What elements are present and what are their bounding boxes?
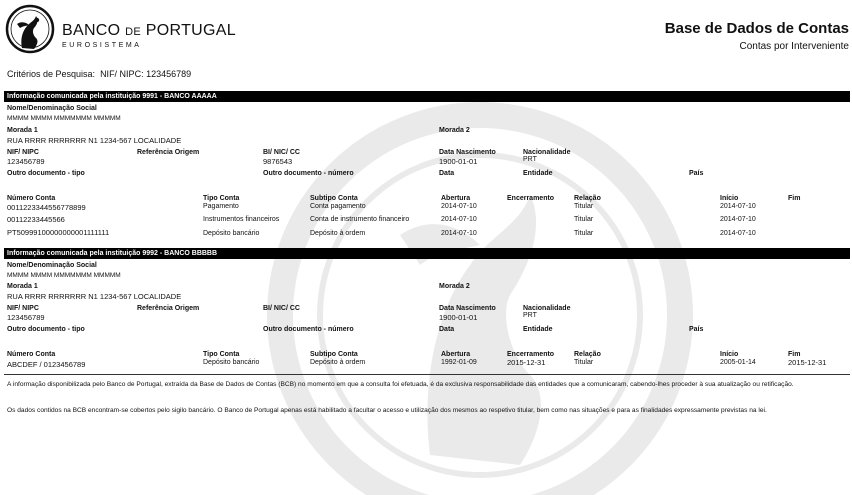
- table-row-fim: 2015-12-31: [788, 358, 827, 367]
- value-morada1: RUA RRRR RRRRRRR N1 1234-567 LOCALIDADE: [7, 136, 182, 145]
- table-row-tipo: Depósito bancário: [203, 359, 260, 366]
- value-nif: 123456789: [7, 313, 45, 322]
- col-inicio: Início: [720, 351, 739, 358]
- label-outro-num: Outro documento - número: [263, 170, 354, 177]
- col-encerramento: Encerramento: [507, 195, 555, 202]
- col-tipo-conta: Tipo Conta: [203, 351, 240, 358]
- table-row-relacao: Titular: [574, 230, 594, 237]
- table-row-abertura: 2014-07-10: [441, 216, 477, 223]
- search-criteria-value: NIF/ NIPC: 123456789: [100, 69, 192, 79]
- label-outro-tipo: Outro documento - tipo: [7, 326, 85, 333]
- value-morada1: RUA RRRR RRRRRRR N1 1234-567 LOCALIDADE: [7, 292, 182, 301]
- table-row-abertura: 2014-07-10: [441, 230, 477, 237]
- col-tipo-conta: Tipo Conta: [203, 195, 240, 202]
- col-abertura: Abertura: [441, 195, 471, 202]
- bank-logo-icon: [5, 4, 55, 54]
- value-data-nasc: 1900-01-01: [439, 313, 478, 322]
- col-inicio: Início: [720, 195, 739, 202]
- label-data: Data: [439, 326, 455, 333]
- footer-divider: [4, 374, 850, 375]
- table-row-subtipo: Conta de instrumento financeiro: [310, 216, 410, 223]
- label-ref-origem: Referência Origem: [137, 305, 200, 312]
- table-row-relacao: Titular: [574, 359, 594, 366]
- label-entidade: Entidade: [523, 170, 553, 177]
- table-row-abertura: 2014-07-10: [441, 203, 477, 210]
- label-morada2: Morada 2: [439, 127, 470, 134]
- table-row-numero: 0011223344556778899: [7, 203, 86, 212]
- value-nome: MMMM MMMM MMMMMMM MMMMM: [7, 272, 121, 279]
- col-numero-conta: Número Conta: [7, 351, 56, 358]
- label-pais: País: [689, 170, 704, 177]
- col-relacao: Relação: [574, 351, 601, 358]
- label-nacionalidade: Nacionalidade: [523, 305, 571, 312]
- value-bi: 9876543: [263, 157, 293, 166]
- table-row-abertura: 1992-01-09: [441, 359, 477, 366]
- col-abertura: Abertura: [441, 351, 471, 358]
- label-outro-tipo: Outro documento - tipo: [7, 170, 85, 177]
- table-row-inicio: 2005-01-14: [720, 359, 756, 366]
- table-row-tipo: Pagamento: [203, 203, 239, 210]
- search-criteria: [7, 69, 191, 79]
- table-row-subtipo: Depósito à ordem: [310, 230, 366, 237]
- col-subtipo-conta: Subtipo Conta: [310, 351, 358, 358]
- label-data-nasc: Data Nascimento: [439, 305, 496, 312]
- bank-name-de: DE: [125, 26, 142, 38]
- value-nif: 123456789: [7, 157, 45, 166]
- footer-note: Os dados contidos na BCB encontram-se cobertos pelo sigilo bancário. O Banco de Portugal apenas está habilitado a facultar o acesso e utilização dos mesmos ao respetivo titular, bem como nas situações e para as finalidades expressamente previstas na lei.: [7, 407, 767, 414]
- table-row-subtipo: Conta pagamento: [310, 203, 366, 210]
- label-nome: Nome/Denominação Social: [7, 262, 97, 269]
- value-data-nasc: 1900-01-01: [439, 157, 478, 166]
- search-criteria-label: Critérios de Pesquisa:: [7, 69, 96, 79]
- table-row-inicio: 2014-07-10: [720, 203, 756, 210]
- footer-note: A informação disponibilizada pelo Banco de Portugal, extraída da Base de Dados de Contas (BCB) no momento em que a consulta foi efetuada, é da exclusiva responsabilidade das entidades que a comunicaram, cabendo-lhes proceder à sua atualização ou retificação.: [7, 381, 794, 388]
- watermark-emblem: [200, 75, 760, 495]
- bank-name-part2: PORTUGAL: [141, 22, 236, 39]
- label-nif: NIF/ NIPC: [7, 305, 39, 312]
- label-pais: País: [689, 326, 704, 333]
- value-nome: MMMM MMMM MMMMMMM MMMMM: [7, 115, 121, 122]
- label-outro-num: Outro documento - número: [263, 326, 354, 333]
- label-bi: BI/ NIC/ CC: [263, 305, 300, 312]
- value-nacionalidade: PRT: [523, 312, 537, 319]
- label-ref-origem: Referência Origem: [137, 149, 200, 156]
- label-morada2: Morada 2: [439, 283, 470, 290]
- value-nacionalidade: PRT: [523, 156, 537, 163]
- label-bi: BI/ NIC/ CC: [263, 149, 300, 156]
- bank-name: [62, 22, 236, 40]
- bank-name-part1: BANCO: [62, 22, 126, 39]
- label-nacionalidade: Nacionalidade: [523, 149, 571, 156]
- col-subtipo-conta: Subtipo Conta: [310, 195, 358, 202]
- table-row-tipo: Depósito bancário: [203, 230, 260, 237]
- label-entidade: Entidade: [523, 326, 553, 333]
- label-nome: Nome/Denominação Social: [7, 105, 97, 112]
- table-row-encerramento: 2015-12-31: [507, 358, 546, 367]
- table-row-inicio: 2014-07-10: [720, 230, 756, 237]
- table-row-tipo: Instrumentos financeiros: [203, 216, 280, 223]
- col-fim: Fim: [788, 195, 801, 202]
- table-row-numero: 00112233445566: [7, 215, 65, 224]
- table-row-numero: ABCDEF / 0123456789: [7, 360, 86, 369]
- section-heading: Informação comunicada pela instituição 9992 - BANCO BBBBB: [4, 248, 850, 259]
- section-heading: Informação comunicada pela instituição 9991 - BANCO AAAAA: [4, 91, 850, 102]
- col-encerramento: Encerramento: [507, 351, 555, 358]
- label-morada1: Morada 1: [7, 127, 38, 134]
- col-numero-conta: Número Conta: [7, 195, 56, 202]
- table-row-relacao: Titular: [574, 216, 594, 223]
- table-row-inicio: 2014-07-10: [720, 216, 756, 223]
- page-title: Base de Dados de Contas: [664, 20, 849, 37]
- table-row-relacao: Titular: [574, 203, 594, 210]
- page-subtitle: Contas por Interveniente: [739, 41, 849, 52]
- label-data-nasc: Data Nascimento: [439, 149, 496, 156]
- label-nif: NIF/ NIPC: [7, 149, 39, 156]
- eurosistema-label: EUROSISTEMA: [62, 42, 142, 49]
- label-data: Data: [439, 170, 455, 177]
- col-relacao: Relação: [574, 195, 601, 202]
- table-row-subtipo: Depósito à ordem: [310, 359, 366, 366]
- col-fim: Fim: [788, 351, 801, 358]
- label-morada1: Morada 1: [7, 283, 38, 290]
- table-row-numero: PT50999100000000001111111: [7, 228, 110, 237]
